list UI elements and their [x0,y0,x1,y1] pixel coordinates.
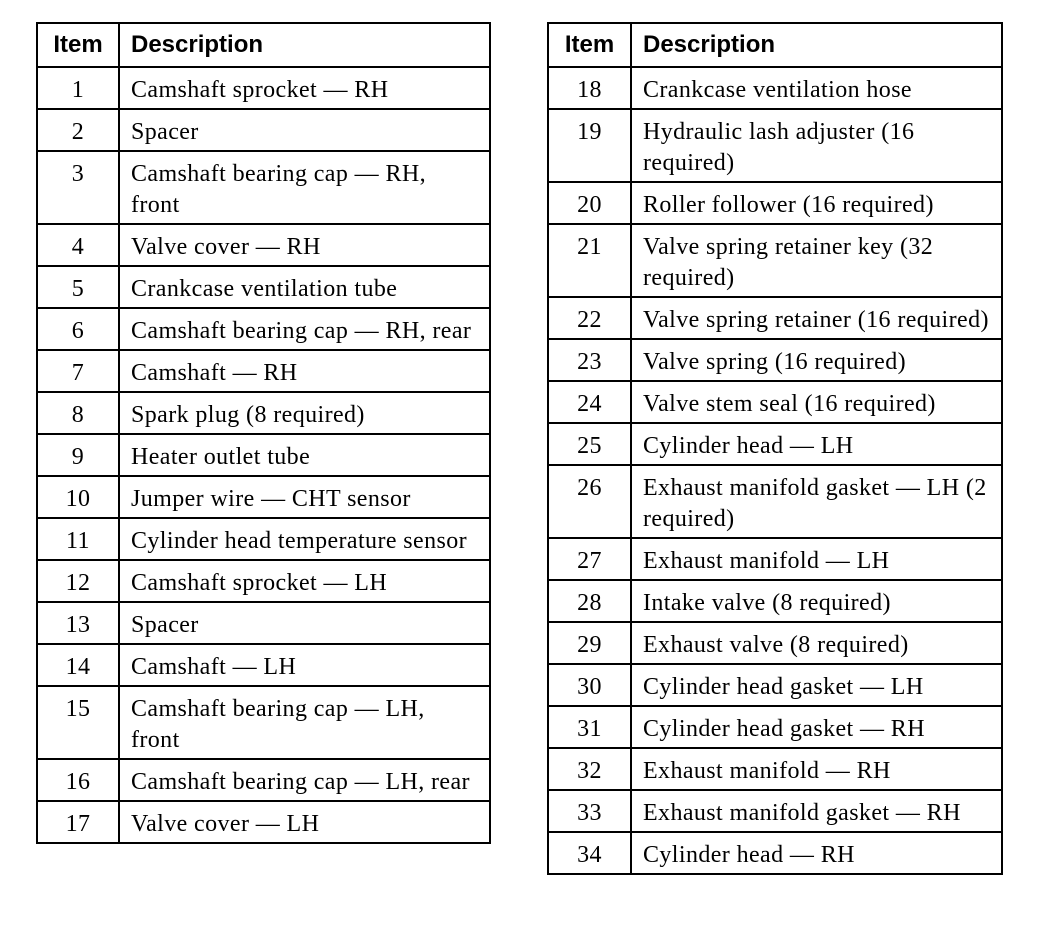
parts-table-left [36,22,491,844]
table-row [37,266,490,308]
item-number: 3 [37,151,119,224]
table-row [548,622,1002,664]
item-description: Exhaust manifold — LH [631,538,1002,580]
item-description: Exhaust manifold — RH [631,748,1002,790]
table-row [37,350,490,392]
item-number: 29 [548,622,631,664]
item-description: Roller follower (16 required) [631,182,1002,224]
item-number: 13 [37,602,119,644]
item-number: 28 [548,580,631,622]
item-number: 17 [37,801,119,843]
item-number: 15 [37,686,119,759]
description-header: Description [119,23,490,67]
item-description: Valve stem seal (16 required) [631,381,1002,423]
item-description: Cylinder head gasket — LH [631,664,1002,706]
item-number: 18 [548,67,631,109]
table-row [548,109,1002,182]
item-number: 12 [37,560,119,602]
item-description: Crankcase ventilation tube [119,266,490,308]
item-description: Spacer [119,109,490,151]
item-description: Cylinder head — LH [631,423,1002,465]
table-row [548,580,1002,622]
item-number: 10 [37,476,119,518]
table-row [37,759,490,801]
parts-table-right [547,22,1003,875]
item-number: 33 [548,790,631,832]
item-header: Item [37,23,119,67]
item-number: 6 [37,308,119,350]
table-row [37,560,490,602]
item-description: Cylinder head — RH [631,832,1002,874]
table-row [548,706,1002,748]
item-number: 23 [548,339,631,381]
table-row [548,664,1002,706]
table-row [548,182,1002,224]
table-row [548,538,1002,580]
table-row [548,297,1002,339]
item-description: Exhaust manifold gasket — RH [631,790,1002,832]
item-description: Spacer [119,602,490,644]
item-number: 4 [37,224,119,266]
item-number: 14 [37,644,119,686]
item-number: 26 [548,465,631,538]
table-row [548,790,1002,832]
item-description: Camshaft — RH [119,350,490,392]
item-number: 2 [37,109,119,151]
item-description: Camshaft — LH [119,644,490,686]
header-row [37,23,490,67]
item-number: 22 [548,297,631,339]
table-row [37,476,490,518]
table-row [37,602,490,644]
item-description: Cylinder head gasket — RH [631,706,1002,748]
table-row [37,644,490,686]
item-description: Exhaust valve (8 required) [631,622,1002,664]
table-row [548,339,1002,381]
item-number: 20 [548,182,631,224]
item-description: Jumper wire — CHT sensor [119,476,490,518]
table-row [37,801,490,843]
item-number: 25 [548,423,631,465]
item-number: 19 [548,109,631,182]
table-row [37,392,490,434]
item-description: Valve spring retainer key (32 required) [631,224,1002,297]
table-row [37,518,490,560]
table-row [548,832,1002,874]
item-description: Heater outlet tube [119,434,490,476]
item-description: Valve spring retainer (16 required) [631,297,1002,339]
table-row [37,151,490,224]
table-row [548,748,1002,790]
table-row [548,67,1002,109]
item-number: 1 [37,67,119,109]
item-number: 31 [548,706,631,748]
table-row [548,224,1002,297]
item-header: Item [548,23,631,67]
description-header: Description [631,23,1002,67]
table-row [37,67,490,109]
item-description: Camshaft bearing cap — RH, front [119,151,490,224]
item-description: Cylinder head temperature sensor [119,518,490,560]
item-number: 11 [37,518,119,560]
item-number: 8 [37,392,119,434]
item-description: Intake valve (8 required) [631,580,1002,622]
header-row [548,23,1002,67]
item-number: 34 [548,832,631,874]
item-number: 27 [548,538,631,580]
item-description: Valve cover — LH [119,801,490,843]
table-row [37,308,490,350]
table-row [548,423,1002,465]
item-description: Valve spring (16 required) [631,339,1002,381]
item-description: Camshaft bearing cap — LH, front [119,686,490,759]
item-number: 21 [548,224,631,297]
table-row [548,465,1002,538]
item-description: Camshaft bearing cap — RH, rear [119,308,490,350]
item-number: 7 [37,350,119,392]
item-number: 5 [37,266,119,308]
item-number: 24 [548,381,631,423]
item-number: 9 [37,434,119,476]
table-row [37,686,490,759]
item-number: 32 [548,748,631,790]
table-row [37,434,490,476]
item-description: Camshaft sprocket — LH [119,560,490,602]
item-description: Exhaust manifold gasket — LH (2 required) [631,465,1002,538]
item-description: Camshaft bearing cap — LH, rear [119,759,490,801]
item-description: Camshaft sprocket — RH [119,67,490,109]
item-number: 16 [37,759,119,801]
item-description: Hydraulic lash adjuster (16 required) [631,109,1002,182]
table-row [548,381,1002,423]
item-description: Spark plug (8 required) [119,392,490,434]
item-description: Crankcase ventilation hose [631,67,1002,109]
item-description: Valve cover — RH [119,224,490,266]
item-number: 30 [548,664,631,706]
table-row [37,109,490,151]
table-row [37,224,490,266]
